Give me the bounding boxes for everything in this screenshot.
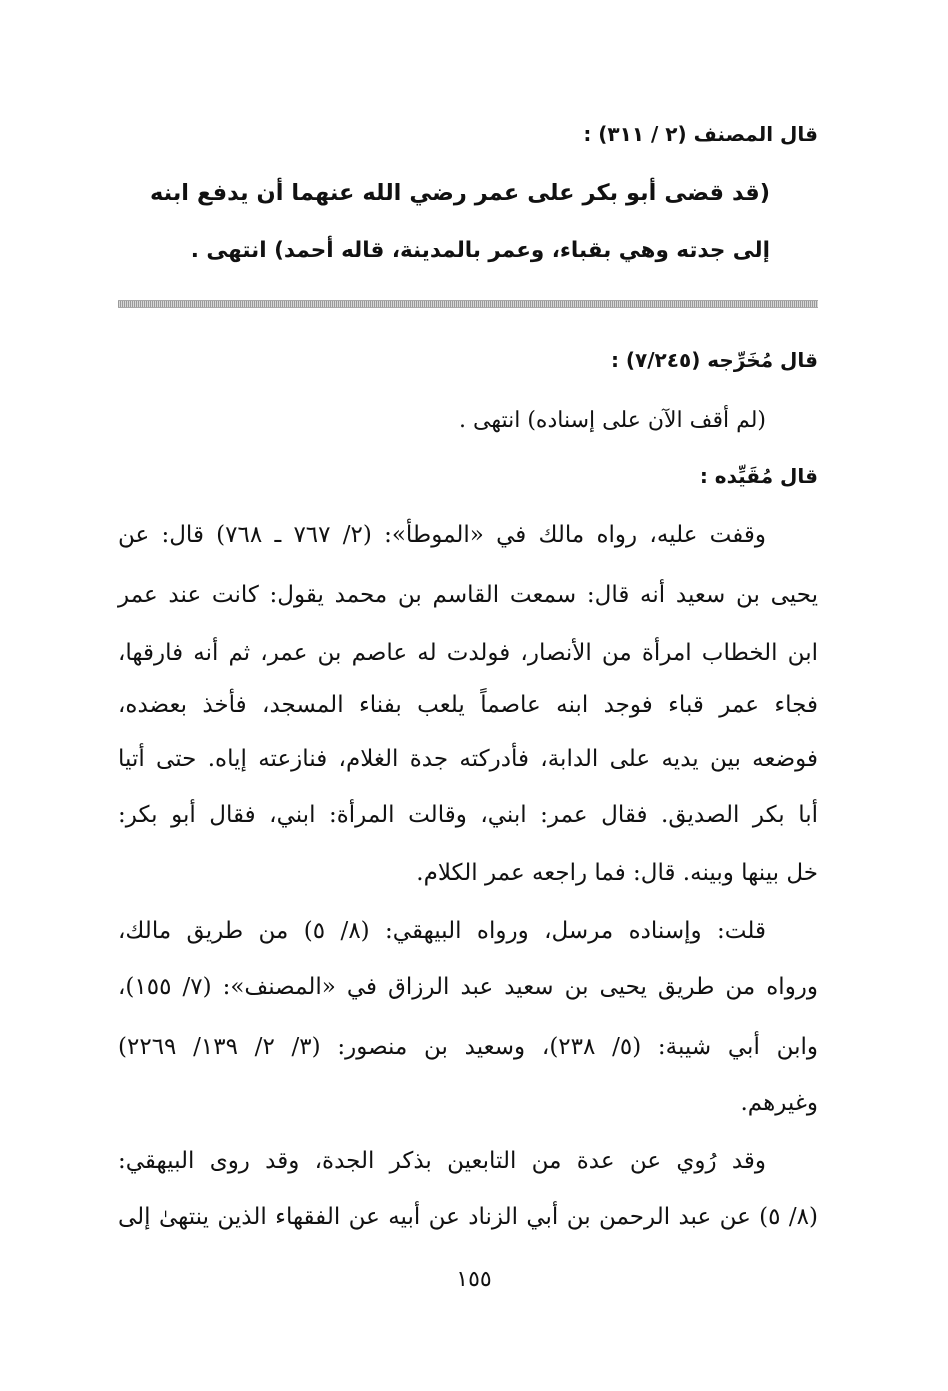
paragraph-line: قلت: وإسناده مرسل، ورواه البيهقي: (٨/ ٥) من طريق مالك، [118, 918, 766, 944]
page-number: ١٥٥ [456, 1267, 492, 1292]
paragraph-line: خل بينها وبينه. قال: فما راجعه عمر الكلام. [416, 860, 818, 886]
commentator-heading: قال مُقَيِّده : [699, 464, 818, 488]
paragraph-line: (٨/ ٥) عن عبد الرحمن بن أبي الزناد عن أبيه عن الفقهاء الذين ينتهىٰ إلى [118, 1204, 818, 1230]
paragraph-line: أبا بكر الصديق. فقال عمر: ابني، وقالت المرأة: ابني، فقال أبو بكر: [118, 802, 818, 828]
paragraph-line: ابن الخطاب امرأة من الأنصار، فولدت له عاصم بن عمر، ثم أنه فارقها، [118, 640, 818, 666]
paragraph-line: وغيرهم. [740, 1090, 818, 1116]
section-divider [118, 300, 818, 308]
paragraph-line: وقفت عليه، رواه مالك في «الموطأ»: (٢/ ٧٦٧ ـ ٧٦٨) قال: عن [118, 522, 766, 548]
author-quote-line: (قد قضى أبو بكر على عمر رضي الله عنهما أن يدفع ابنه [150, 180, 770, 206]
author-quote-line: إلى جدته وهي بقباء، وعمر بالمدينة، قاله أحمد) انتهى . [190, 238, 770, 263]
paragraph-line: ورواه من طريق يحيى بن سعيد عبد الرزاق في «المصنف»: (٧/ ١٥٥)، [118, 974, 819, 1000]
paragraph-line: يحيى بن سعيد أنه قال: سمعت القاسم بن محمد يقول: كانت عند عمر [118, 582, 818, 608]
paragraph-line: فجاء عمر قباء فوجد ابنه عاصماً يلعب بفناء المسجد، فأخذ بعضده، [118, 692, 818, 718]
takhrij-heading: قال مُخَرِّجه (٧/٢٤٥) : [610, 348, 818, 372]
paragraph-line: وقد رُوي عن عدة من التابعين بذكر الجدة، وقد روى البيهقي: [118, 1148, 766, 1174]
paragraph-line: وابن أبي شيبة: (٥/ ٢٣٨)، وسعيد بن منصور: (٣/ ٢/ ١٣٩/ ٢٢٦٩) [118, 1034, 818, 1060]
paragraph-line: فوضعه بين يديه على الدابة، فأدركته جدة الغلام، فنازعته إياه. حتى أتيا [118, 746, 818, 772]
takhrij-quote: (لم أقف الآن على إسناده) انتهى . [459, 408, 766, 433]
author-quote-heading: قال المصنف (٢ / ٣١١) : [583, 122, 818, 146]
